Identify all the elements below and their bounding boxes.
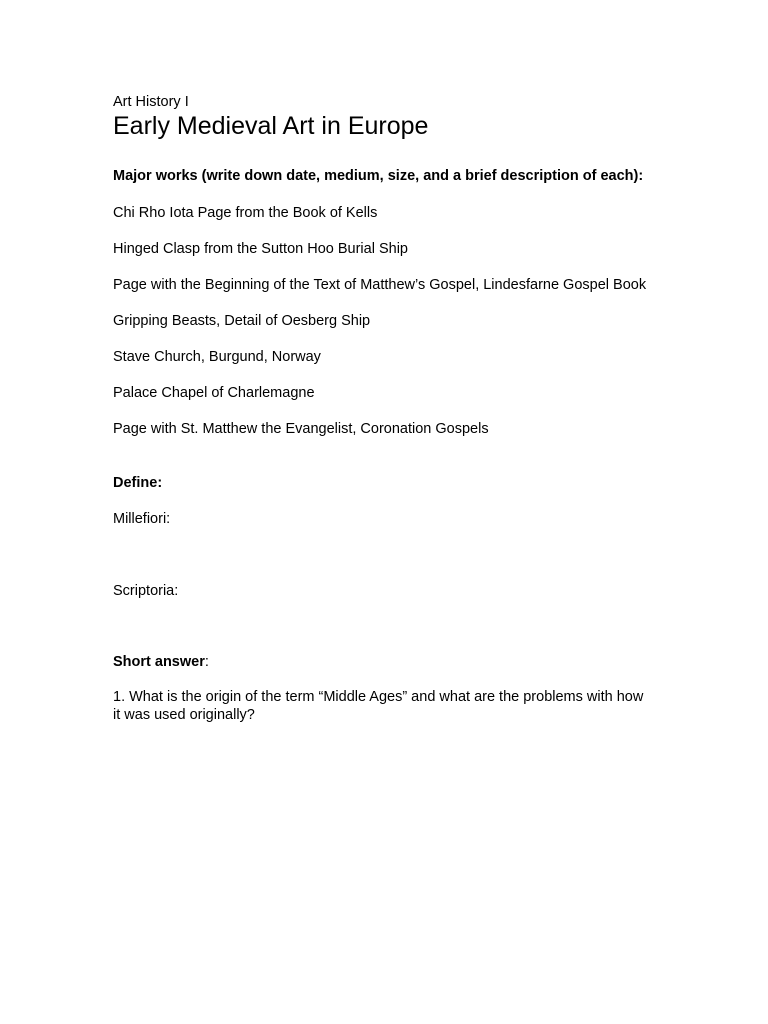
course-name: Art History I — [113, 94, 189, 110]
major-work-item: Gripping Beasts, Detail of Oesberg Ship — [113, 313, 371, 329]
major-work-item: Page with the Beginning of the Text of Matthew’s Gospel, Lindesfarne Gospel Book — [113, 277, 647, 293]
major-work-item: Palace Chapel of Charlemagne — [113, 385, 315, 401]
major-work-item: Hinged Clasp from the Sutton Hoo Burial Ship — [113, 241, 408, 257]
define-term-millefiori: Millefiori: — [113, 511, 171, 527]
short-answer-colon: : — [204, 654, 209, 670]
define-heading: Define: — [113, 475, 163, 491]
short-answer-label: Short answer — [113, 654, 205, 670]
major-works-heading: Major works (write down date, medium, size, and a brief description of each): — [113, 168, 644, 184]
major-work-item: Chi Rho Iota Page from the Book of Kells — [113, 205, 378, 221]
page-title: Early Medieval Art in Europe — [113, 112, 429, 140]
major-work-item: Page with St. Matthew the Evangelist, Coronation Gospels — [113, 421, 489, 437]
major-works-list — [113, 204, 653, 438]
define-term-scriptoria: Scriptoria: — [113, 583, 179, 599]
short-answer-question: 1. What is the origin of the term “Middle Ages” and what are the problems with how it was used originally? — [113, 689, 644, 723]
short-answer-heading — [113, 653, 653, 671]
major-work-item: Stave Church, Burgund, Norway — [113, 349, 321, 365]
worksheet-page — [113, 94, 653, 724]
